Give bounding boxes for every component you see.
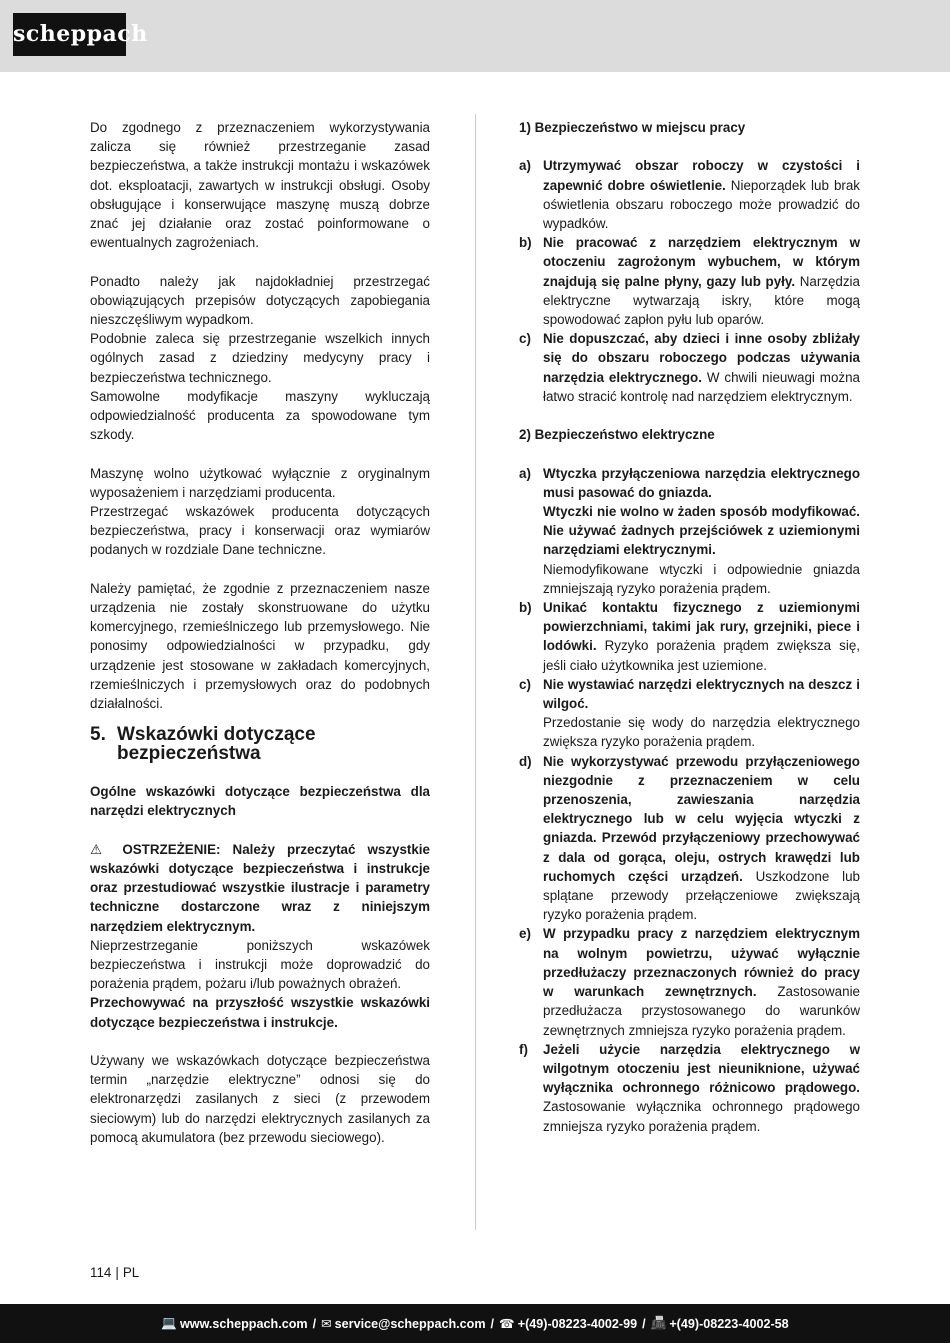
warning-icon: ⚠ bbox=[90, 841, 111, 857]
item-mark: b) bbox=[519, 235, 532, 251]
item-text: W chwili nieuwagi można łatwo stracić kontrolę nad narzędziem elektrycznym. bbox=[543, 369, 860, 404]
paragraph-manufacturer-instructions: Przestrzegać wskazówek producenta dotyczących bezpieczeństwa, pracy i konserwacji oraz wymiarów podanych w rozdziale Dane techniczne. bbox=[90, 504, 430, 558]
item-bold: Jeżeli użycie narzędzia elektrycznego w wilgotnym otoczeniu jest nieuniknione, używać wyłącznika ochronnego różnicowo prądowego. bbox=[543, 1041, 860, 1096]
item-mark: e) bbox=[519, 926, 531, 942]
item-mark: d) bbox=[519, 753, 532, 769]
item-text: Zastosowanie przedłużacza przystosowanego do warunków zewnętrznych zmniejsza ryzyko porażenia prądem. bbox=[543, 984, 860, 1038]
heading-electrical-safety: 2) Bezpieczeństwo elektryczne bbox=[519, 427, 715, 443]
footer-separator: / bbox=[490, 1316, 495, 1331]
paragraph-intended-use: Do zgodnego z przeznaczeniem wykorzystywania zalicza się również przestrzeganie zasad bezpieczeństwa, a także instrukcji montażu i wskazówek dot. eksploatacji, zawartych w instrukcji obsługi. Osoby obsługujące i konserwujące maszynę muszą dobrze znać jej działanie oraz zostać poinformowane o ewentualnych zagrożeniach. bbox=[90, 120, 430, 251]
item-mark: b) bbox=[519, 600, 532, 616]
item-mark: c) bbox=[519, 676, 531, 692]
fax-icon: 📠 bbox=[650, 1316, 667, 1330]
item-text: Niemodyfikowane wtyczki i odpowiednie gniazda zmniejszają ryzyko porażenia prądem. bbox=[543, 561, 860, 596]
paragraph-modifications: Samowolne modyfikacje maszyny wykluczają odpowiedzialność producenta za spowodowane tym szkody. bbox=[90, 388, 430, 443]
footer-fax: +(49)-08223-4002-58 bbox=[669, 1316, 789, 1331]
footer-website-link[interactable]: www.scheppach.com bbox=[179, 1316, 308, 1331]
page-language: PL bbox=[122, 1265, 140, 1280]
list-item bbox=[519, 924, 860, 1039]
item-bold: Nie wystawiać narzędzi elektrycznych na deszcz i wilgoć. bbox=[543, 676, 860, 712]
list-item bbox=[519, 329, 860, 406]
keep-instructions: Przechowywać na przyszłość wszystkie wskazówki dotyczące bezpieczeństwa i instrukcje. bbox=[90, 995, 430, 1030]
item-text: Zastosowanie wyłącznika ochronnego prądowego zmniejsza ryzyko porażenia prądem. bbox=[543, 1099, 860, 1134]
item-bold: Nie wykorzystywać przewodu przyłączeniowego niezgodnie z przeznaczeniem w celu przenoszenia, zawieszania narzędzia elektrycznego lub w celu wyjęcia wtyczki z gniazda. Przewód przyłączeniowy przechowywać z dala od gorąca, oleju, ostrych krawędzi lub ruchomych części urządzeń. bbox=[543, 753, 860, 884]
item-text: Ryzyko porażenia prądem zwiększa się, jeśli ciało użytkownika jest uziemione. bbox=[543, 638, 860, 673]
computer-icon: 💻 bbox=[161, 1316, 177, 1330]
item-bold: Wtyczka przyłączeniowa narzędzia elektrycznego musi pasować do gniazda. bbox=[543, 465, 860, 500]
list-item bbox=[519, 156, 860, 233]
list-item bbox=[519, 598, 860, 675]
left-column bbox=[90, 118, 430, 1147]
paragraph-term-definition: Używany we wskazówkach dotyczące bezpieczeństwa termin „narzędzie elektryczne” odnosi się do elektronarzędzi zasilanych z sieci (z przewodem sieciowym) lub do narzędzi elektrycznych zasilanych za pomocą akumulatora (bez przewodu sieciowego). bbox=[90, 1053, 430, 1145]
item-text: Uszkodzone lub splątane przewody przełączeniowe zwiększają ryzyko porażenia prądem. bbox=[543, 868, 861, 923]
footer-separator: / bbox=[642, 1316, 646, 1331]
page-number-value: 114 bbox=[90, 1265, 112, 1280]
item-mark: c) bbox=[519, 331, 531, 347]
footer-email-link[interactable]: service@scheppach.com bbox=[334, 1316, 486, 1331]
warning-consequences: Nieprzestrzeganie poniższych wskazówek bezpieczeństwa i instrukcji może doprowadzić do porażenia prądem, pożaru i/lub poważnych obrażeń. bbox=[90, 937, 430, 992]
item-text: Nieporządek lub brak oświetlenia obszaru roboczego może prowadzić do wypadków. bbox=[543, 177, 861, 231]
phone-icon: ☎ bbox=[499, 1317, 515, 1331]
item-bold: Unikać kontaktu fizycznego z uziemionymi powierzchniami, takimi jak rury, grzejniki, piece i lodówki. bbox=[543, 600, 860, 654]
item-bold: W przypadku pracy z narzędziem elektrycznym na wolnym powietrzu, używać wyłącznie przedłużaczy przeznaczonych również do pracy w warunkach zewnętrznych. bbox=[543, 926, 860, 1000]
item-text: Przedostanie się wody do narzędzia elektrycznego zwiększa ryzyko porażenia prądem. bbox=[543, 715, 860, 750]
scheppach-logo: scheppach bbox=[13, 13, 126, 56]
section-number: 5. bbox=[90, 724, 106, 746]
item-mark: f) bbox=[519, 1041, 528, 1057]
item-mark: a) bbox=[519, 158, 531, 174]
paragraph-original-equipment: Maszynę wolno użytkować wyłącznie z oryginalnym wyposażeniem i narzędziami producenta. bbox=[90, 465, 430, 500]
header-band bbox=[0, 0, 950, 72]
list-item bbox=[519, 464, 860, 598]
mail-icon: ✉ bbox=[321, 1317, 332, 1331]
paragraph-commercial-use: Należy pamiętać, że zgodnie z przeznaczeniem nasze urządzenia nie zostały skonstruowane do użytku komercyjnego, rzemieślniczego lub przemysłowego. Nie ponosimy odpowiedzialności w przypadku, gdy urządzenie jest stosowane w zakładach komercyjnych, rzemieślniczych i przemysłowych oraz do podobnych działalności. bbox=[90, 580, 430, 712]
paragraph-occupational-health: Podobnie zaleca się przestrzeganie wszelkich innych ogólnych zasad z dziedziny medycyny pracy i bezpieczeństwa technicznego. bbox=[90, 331, 430, 385]
footer-phone: +(49)-08223-4002-99 bbox=[517, 1316, 638, 1331]
item-bold: Wtyczki nie wolno w żaden sposób modyfikować. Nie używać żadnych przejściówek z uziemionymi narzędziami elektrycznymi. bbox=[543, 504, 860, 558]
sub-heading: Ogólne wskazówki dotyczące bezpieczeństwa dla narzędzi elektrycznych bbox=[90, 784, 430, 819]
column-divider bbox=[475, 114, 476, 1230]
section-heading bbox=[90, 725, 430, 763]
item-bold: Nie pracować z narzędziem elektrycznym w otoczeniu zagrożonym wybuchem, w którym znajdują się palne płyny, gazy lub pyły. bbox=[543, 235, 860, 289]
list-item bbox=[519, 1040, 860, 1136]
warning-bold-text: OSTRZEŻENIE: Należy przeczytać wszystkie wskazówki dotyczące bezpieczeństwa i instrukcje oraz przestudiować wszystkie ilustracje i parametry techniczne dostarczone wraz z niniejszym narzędziem elektrycznym. bbox=[90, 841, 430, 934]
footer-contact-bar bbox=[0, 1304, 950, 1343]
page-number bbox=[90, 1265, 139, 1280]
item-bold: Nie dopuszczać, aby dzieci i inne osoby zbliżały się do obszaru roboczego podczas używania narzędzia elektrycznego. bbox=[543, 331, 860, 385]
footer-separator: / bbox=[312, 1316, 317, 1331]
warning-paragraph bbox=[90, 840, 430, 936]
page-separator: | bbox=[115, 1265, 119, 1280]
list-item bbox=[519, 233, 860, 329]
item-text: Narzędzia elektryczne wytwarzają iskry, które mogą spowodować zapłon pyłu lub oparów. bbox=[543, 273, 860, 328]
section-title: Wskazówki dotyczące bezpieczeństwa bbox=[117, 724, 316, 765]
right-column bbox=[519, 118, 860, 1136]
heading-workplace-safety: 1) Bezpieczeństwo w miejscu pracy bbox=[519, 120, 746, 135]
list-item bbox=[519, 675, 860, 752]
item-bold: Utrzymywać obszar roboczy w czystości i zapewnić dobre oświetlenie. bbox=[543, 158, 860, 193]
paragraph-accident-prevention: Ponadto należy jak najdokładniej przestrzegać obowiązujących przepisów dotyczących zapobiegania nieszczęśliwym wypadkom. bbox=[90, 273, 430, 328]
item-mark: a) bbox=[519, 465, 531, 481]
list-item bbox=[519, 752, 860, 925]
